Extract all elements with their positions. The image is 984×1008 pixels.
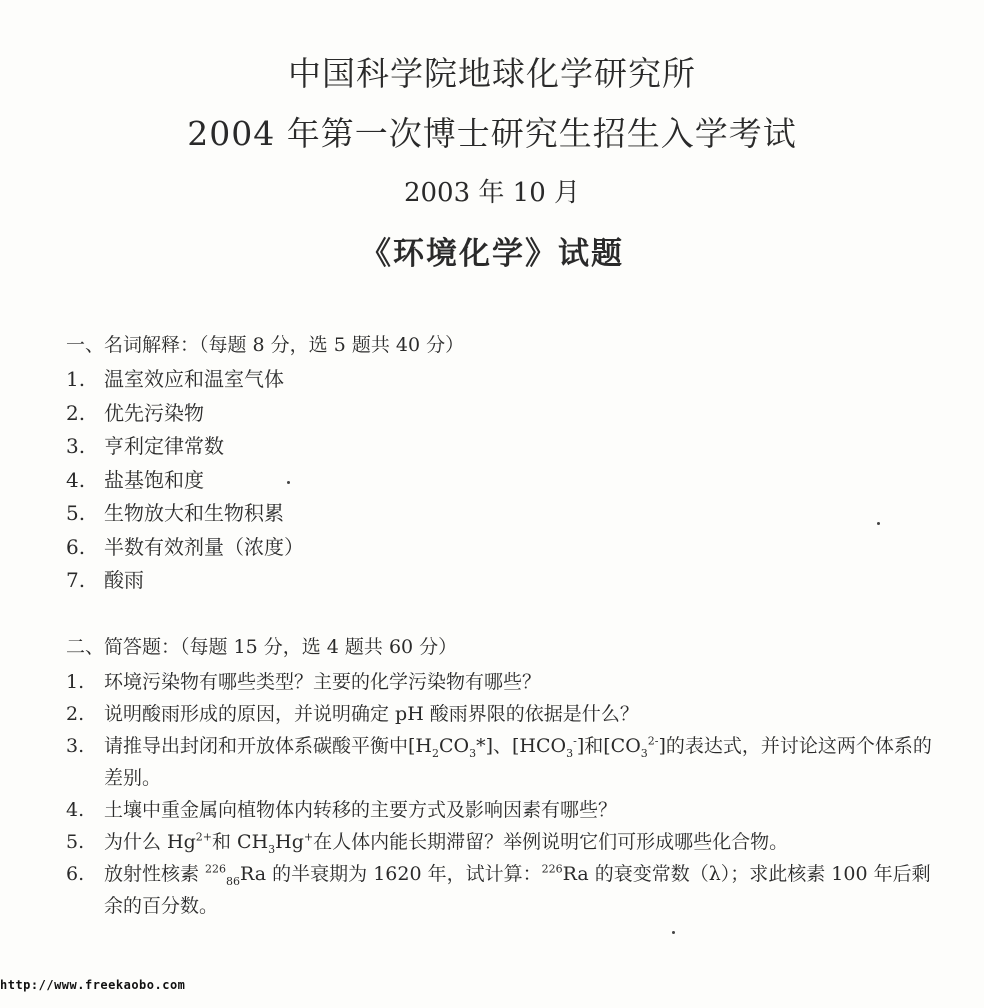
list-item xyxy=(66,500,946,534)
item-text: 酸雨 xyxy=(104,568,144,592)
item-number: 2. xyxy=(66,400,86,425)
exam-title: 2004 年第一次博士研究生招生入学考试 xyxy=(187,114,797,153)
item-text: 为什么 $Hg^{2+}$和 $CH_3Hg^+$在人体内能长期滞留？举例说明它们可形成哪些化合物。 xyxy=(104,830,789,856)
institute-title: 中国科学院地球化学研究所 xyxy=(288,54,696,93)
scan-speck xyxy=(672,931,675,934)
item-text: 放射性核素 $^{226}_{86}$Ra 的半衰期为 1620 年，试计算：$^{226}$Ra 的衰变常数（λ）；求此核素 100 年后剩余的百分数。 xyxy=(104,862,931,917)
item-number: 1. xyxy=(66,367,86,391)
item-number: 1. xyxy=(66,671,85,693)
item-text: 生物放大和生物积累 xyxy=(104,501,284,525)
item-text: 温室效应和温室气体 xyxy=(104,367,284,391)
scan-speck xyxy=(287,481,290,484)
section2-list xyxy=(66,666,946,922)
item-text: 亨利定律常数 xyxy=(104,434,224,458)
item-text: 请推导出封闭和开放体系碳酸平衡中$[H_2CO_3*]$、$[HCO_3^-]$和$[CO_3^{2-}]$的表达式，并讨论这两个体系的差别。 xyxy=(104,734,932,789)
subject-title: 《环境化学》试题 xyxy=(360,236,624,272)
list-item xyxy=(66,400,946,434)
item-text: 环境污染物有哪些类型？主要的化学污染物有哪些？ xyxy=(104,671,542,693)
section1-title: 一、名词解释：（每题 8 分，选 5 题共 40 分） xyxy=(66,334,465,356)
list-item xyxy=(66,730,946,794)
item-text: 盐基饱和度 xyxy=(104,467,204,492)
item-text: 半数有效剂量（浓度） xyxy=(104,534,304,559)
section1-list xyxy=(66,366,946,601)
item-text: 说明酸雨形成的原因，并说明确定 pH 酸雨界限的依据是什么？ xyxy=(104,703,639,725)
item-text: 优先污染物 xyxy=(104,400,204,425)
section2-title: 二、简答题：（每题 15 分，选 4 题共 60 分） xyxy=(66,636,458,658)
item-number: 5. xyxy=(66,501,86,525)
list-item xyxy=(66,467,946,501)
item-number: 3. xyxy=(66,434,86,458)
footer-url[interactable]: http://www.freekaobo.com xyxy=(0,978,186,992)
item-number: 6. xyxy=(66,863,85,885)
item-number: 4. xyxy=(66,799,85,821)
item-number: 4. xyxy=(66,467,86,492)
item-text: 土壤中重金属向植物体内转移的主要方式及影响因素有哪些？ xyxy=(104,799,618,821)
list-item xyxy=(66,366,946,400)
list-item xyxy=(66,666,946,698)
item-number: 6. xyxy=(66,534,86,559)
item-number: 7. xyxy=(66,568,86,592)
list-item xyxy=(66,534,946,568)
list-item xyxy=(66,433,946,467)
item-number: 2. xyxy=(66,703,85,725)
exam-date: 2003 年 10 月 xyxy=(403,178,581,208)
list-item xyxy=(66,567,946,601)
list-item xyxy=(66,826,946,858)
scan-speck xyxy=(877,522,880,525)
item-number: 5. xyxy=(66,831,85,853)
list-item xyxy=(66,858,946,922)
list-item xyxy=(66,698,946,730)
item-number: 3. xyxy=(66,735,85,757)
list-item xyxy=(66,794,946,826)
